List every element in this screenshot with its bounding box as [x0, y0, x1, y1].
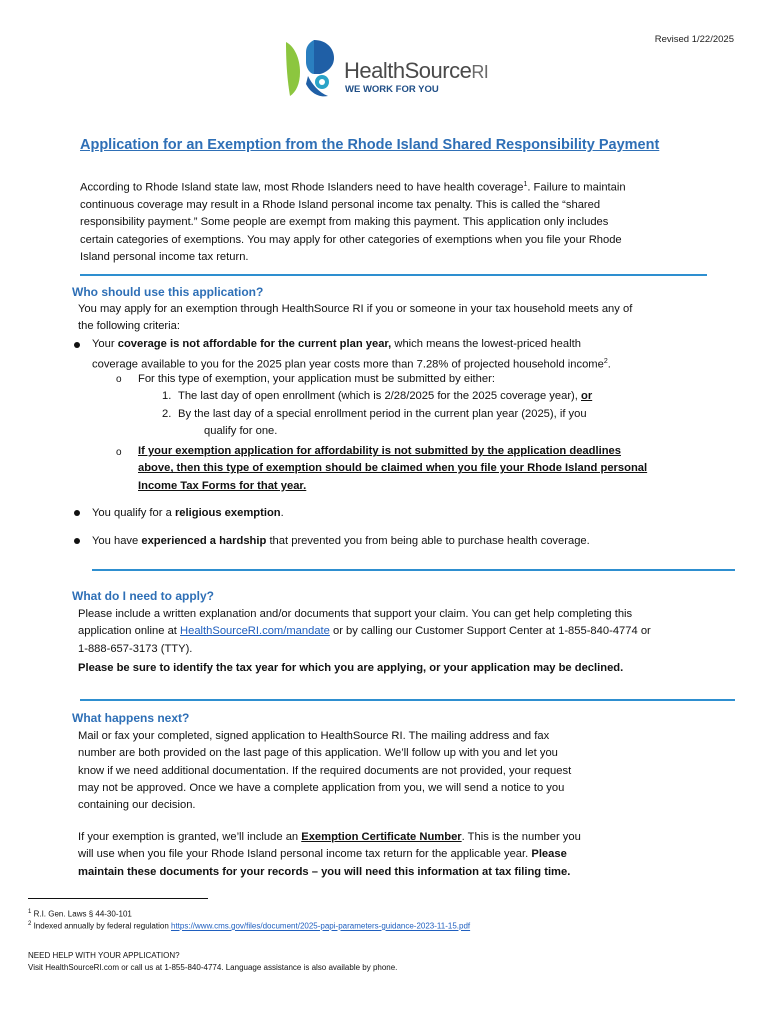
- next-heading: What happens next?: [72, 711, 190, 725]
- logo-mark-icon: [284, 38, 342, 100]
- sub-bullet-icon: o: [116, 447, 122, 458]
- healthsource-ri-logo: [284, 38, 514, 100]
- what-paragraph: Please include a written explanation and/or documents that support your claim. You can get help completing this application online at HealthSourceRI.com/mandate or by calling our Customer Support Center at 1-855-840-4774 or 1-888-657-3173 (TTY). Please be sure to identify the tax year for which you are applying, or your application may be declined.: [78, 608, 651, 674]
- list-number: 2.: [162, 408, 172, 420]
- religious-bullet: You qualify for a religious exemption.: [92, 507, 284, 519]
- bullet-icon: [74, 342, 80, 348]
- list-number: 1.: [162, 390, 172, 402]
- deadline-option-2: By the last day of a special enrollment period in the current plan year (2025), if you qualify for one.: [178, 408, 587, 438]
- deadline-subitem: For this type of exemption, your application must be submitted by either:: [138, 373, 495, 385]
- logo-wordmark: HealthSourceRI: [344, 58, 489, 83]
- revised-date: Revised 1/22/2025: [654, 34, 734, 45]
- footnote-divider: [28, 898, 208, 899]
- who-intro: You may apply for an exemption through HealthSource RI if you or someone in your tax household meets any of the following criteria:: [78, 303, 633, 333]
- bullet-icon: [74, 538, 80, 544]
- deadline-option-1: The last day of open enrollment (which is 2/28/2025 for the 2025 coverage year), or: [178, 390, 593, 402]
- logo-tagline: WE WORK FOR YOU: [345, 84, 439, 95]
- section-divider: [80, 699, 735, 701]
- next-paragraph-2: If your exemption is granted, we’ll include an Exemption Certificate Number. This is the number you will use when you file your Rhode Island personal income tax return for the applicable year. Please maintain these documents for your records – you will need this information at tax filing time.: [78, 831, 581, 878]
- mandate-link[interactable]: HealthSourceRI.com/mandate: [180, 625, 330, 638]
- hardship-bullet: You have experienced a hardship that prevented you from being able to purchase health coverage.: [92, 535, 590, 547]
- intro-paragraph: According to Rhode Island state law, most Rhode Islanders need to have health coverage$^1$. Failure to maintain continuous coverage may result in a Rhode Island personal income tax penalty. This is called the “shared responsibility payment.” Some people are exempt from making this payment. This application only includes certain categories of exemptions. You may apply for other categories of exemptions when you file your Rhode Island personal income tax return.: [80, 181, 626, 263]
- cms-guidance-link[interactable]: https://www.cms.gov/files/document/2025-papi-parameters-guidance-2023-11-15.pdf: [171, 921, 471, 931]
- footnote-2: $^2$ Indexed annually by federal regulation https://www.cms.gov/files/document/2025-papi-parameters-guidance-2023-11-15.pdf: [28, 921, 471, 931]
- bullet-icon: [74, 510, 80, 516]
- section-divider: [92, 569, 735, 571]
- affordability-bullet: Your coverage is not affordable for the current plan year, which means the lowest-priced health coverage available to you for the 2025 plan year costs more than 7.28% of projected household income$^2$.: [92, 338, 611, 372]
- what-heading: What do I need to apply?: [72, 589, 214, 603]
- affordability-warning: If your exemption application for affordability is not submitted by the application deadlines above, then this type of exemption should be claimed when you file your Rhode Island personal Income Tax Forms for that year.: [138, 445, 648, 492]
- help-heading: NEED HELP WITH YOUR APPLICATION?: [28, 951, 180, 960]
- sub-bullet-icon: o: [116, 374, 122, 385]
- section-divider: [80, 274, 707, 276]
- help-text: Visit HealthSourceRI.com or call us at 1-855-840-4774. Language assistance is also available by phone.: [28, 963, 398, 972]
- who-heading: Who should use this application?: [72, 285, 264, 299]
- document-title: Application for an Exemption from the Rhode Island Shared Responsibility Payment: [80, 137, 660, 153]
- next-paragraph-1: Mail or fax your completed, signed application to HealthSource RI. The mailing address and fax number are both provided on the last page of this application. We’ll follow up with you and let you know if we need additional documentation. If the required documents are not provided, your request may not be approved. Once we have a complete application from you, we will send a notice to you containing our decision.: [78, 730, 572, 812]
- footnote-1: $^1$ R.I. Gen. Laws § 44-30-101: [28, 909, 132, 919]
